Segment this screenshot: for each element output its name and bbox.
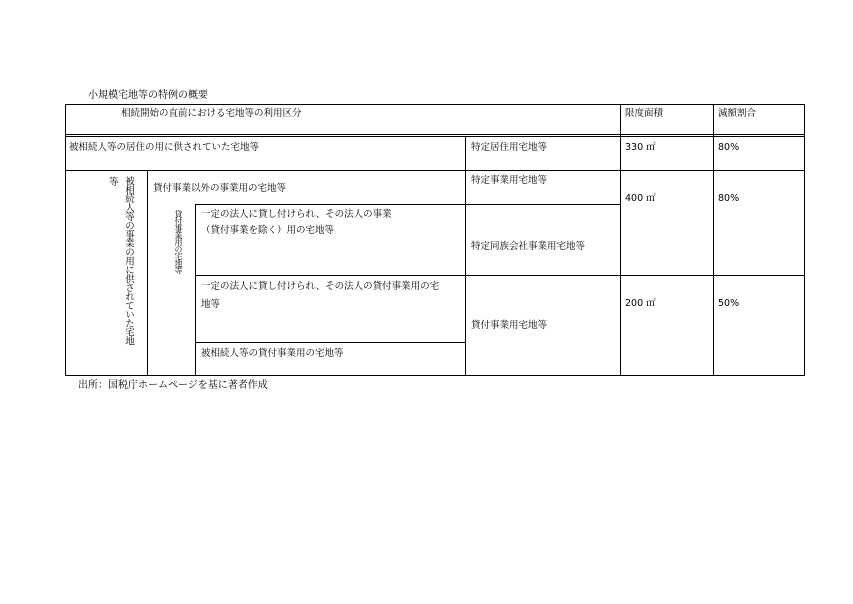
- header-bottom-line: [65, 134, 805, 135]
- source-note: 出所：国税庁ホームページを基に著者作成: [78, 380, 268, 391]
- rental-rate: 50%: [718, 298, 740, 309]
- corp-nonrental-line1: 一定の法人に貸し付けられ、その法人の事業: [201, 209, 392, 220]
- table-border-top: [65, 104, 805, 105]
- corp-rental-line1: 一定の法人に貸し付けられ、その法人の貸付事業用の宅: [201, 281, 440, 292]
- header-category: 相続開始の直前における宅地等の利用区分: [121, 108, 302, 119]
- header-reduction-rate: 減額割合: [718, 108, 757, 119]
- area-column-line: [620, 104, 621, 376]
- special-provision-table: [65, 104, 805, 375]
- non-rental-row-bottom-line: [195, 204, 620, 205]
- residence-row-bottom-line: [65, 170, 805, 171]
- rental-group-column-line: [195, 204, 196, 376]
- residence-area: 330 ㎡: [625, 142, 656, 153]
- non-rental-label: 貸付事業以外の事業用の宅地等: [153, 183, 287, 194]
- rental-area: 200 ㎡: [625, 298, 656, 309]
- business-rate-80: 80%: [718, 193, 740, 204]
- corp-rental-line2: 地等: [201, 299, 221, 310]
- non-rental-type: 特定事業用宅地等: [471, 175, 548, 186]
- self-rental-label: 被相続人等の貸付事業用の宅地等: [201, 348, 344, 359]
- residence-type: 特定居住用宅地等: [471, 142, 548, 153]
- header-area-limit: 限度面積: [625, 108, 664, 119]
- business-label-column-line: [147, 170, 148, 376]
- rental-type: 貸付事業用宅地等: [471, 320, 548, 331]
- corp-nonrental-type: 特定同族会社事業用宅地等: [471, 241, 586, 252]
- table-border-bottom: [65, 375, 805, 376]
- type-column-line-residence: [465, 136, 466, 171]
- rate-column-line: [713, 104, 714, 376]
- business-group-label: 被相続人等の事業の用に供されていた宅地: [123, 176, 134, 346]
- residence-label: 被相続人等の居住の用に供されていた宅地等: [69, 142, 260, 153]
- business-area-400: 400 ㎡: [625, 193, 656, 204]
- business-label-suffix: 等: [109, 177, 119, 188]
- table-border-right: [804, 104, 805, 376]
- table-border-left: [65, 104, 66, 376]
- type-column-line-business: [465, 170, 466, 376]
- residence-row-top-line: [65, 136, 805, 137]
- rental-group-label: 貸付事業用の宅地等: [174, 210, 183, 273]
- corp-nonrental-line2: （貸付事業を除く）用の宅地等: [201, 225, 335, 236]
- corp-rental-row-bottom-line: [195, 342, 465, 343]
- residence-rate: 80%: [718, 142, 740, 153]
- table-caption: 小規模宅地等の特例の概要: [88, 90, 208, 101]
